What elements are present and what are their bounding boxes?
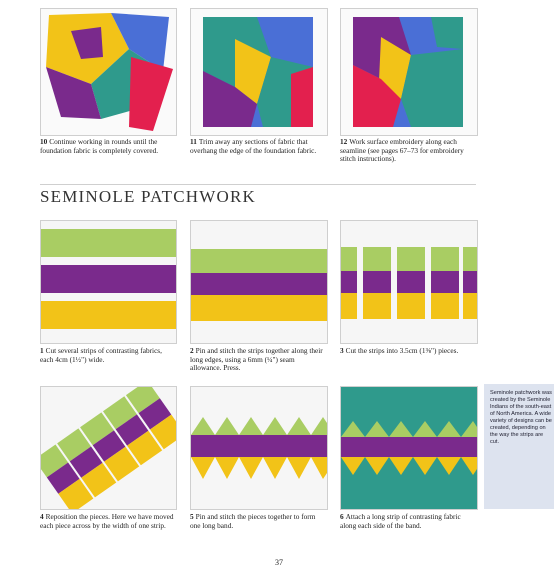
page-number: 37 bbox=[275, 558, 283, 567]
sidebar-note: Seminole patchwork was created by the Seminole Indians of the south-east of North America. A wide variety of designs can be created, depending on the way the strips are cut. bbox=[490, 390, 552, 445]
photo-step-6 bbox=[340, 386, 478, 510]
photo-step-12 bbox=[340, 8, 478, 136]
caption-step-5: 5 Pin and stitch the pieces together to form one long band. bbox=[190, 512, 316, 530]
caption-step-12: 12 Work surface embroidery along each seamline (see pages 67–73 for embroidery stitch instructions). bbox=[340, 137, 464, 164]
photo-step-1 bbox=[40, 220, 177, 344]
photo-step-3 bbox=[340, 220, 478, 344]
section-divider bbox=[40, 184, 476, 185]
caption-step-6: 6 Attach a long strip of contrasting fabric along each side of the band. bbox=[340, 512, 461, 530]
photo-step-5 bbox=[190, 386, 328, 510]
caption-step-10: 10 Continue working in rounds until the foundation fabric is completely covered. bbox=[40, 137, 159, 155]
caption-step-2: 2 Pin and stitch the strips together along their long edges, using a 6mm (¼") seam allowance. Press. bbox=[190, 346, 323, 373]
caption-step-3: 3 Cut the strips into 3.5cm (1⅜") pieces. bbox=[340, 346, 459, 355]
section-title: SEMINOLE PATCHWORK bbox=[40, 187, 257, 206]
caption-step-1: 1 Cut several strips of contrasting fabrics, each 4cm (1½") wide. bbox=[40, 346, 162, 364]
caption-step-11: 11 Trim away any sections of fabric that overhang the edge of the foundation fabric. bbox=[190, 137, 317, 155]
photo-step-10 bbox=[40, 8, 177, 136]
photo-step-11 bbox=[190, 8, 328, 136]
photo-step-2 bbox=[190, 220, 328, 344]
caption-step-4: 4 Reposition the pieces. Here we have moved each piece across by the width of one strip. bbox=[40, 512, 174, 530]
photo-step-4 bbox=[40, 386, 177, 510]
